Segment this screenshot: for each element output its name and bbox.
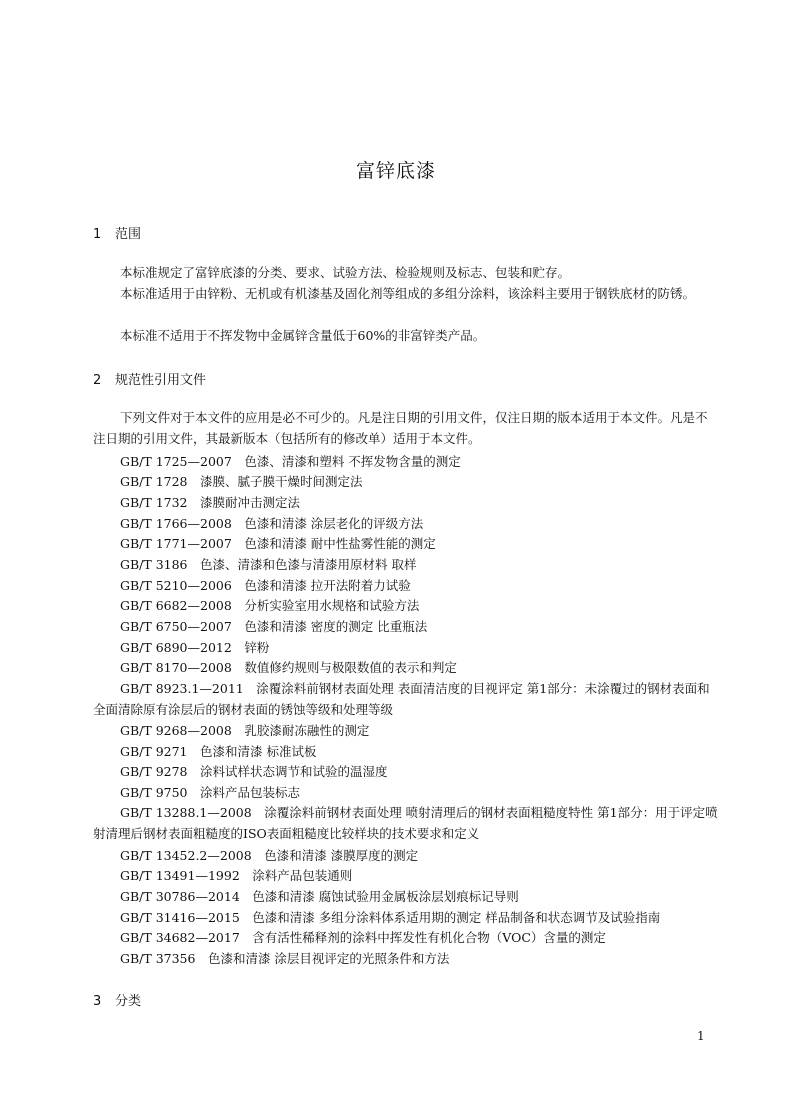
reference-item: GB/T 9278 涂料试样状态调节和试验的温湿度	[120, 764, 388, 779]
section-number: 3	[93, 994, 102, 1009]
scope-paragraph: 本标准不适用于不挥发物中金属锌含量低于60%的非富锌类产品。	[120, 328, 486, 343]
reference-item: GB/T 30786—2014 色漆和清漆 腐蚀试验用金属板涂层划痕标记导则	[120, 889, 519, 904]
section-heading-scope	[93, 223, 141, 242]
section-title: 范围	[115, 227, 142, 242]
reference-item: GB/T 13288.1—2008 涂覆涂料前钢材表面处理 喷射清理后的钢材表面粗糙度特性 第1部分：用于评定喷射清理后钢材表面粗糙度的ISO表面粗糙度比较样块的技术要求和定义	[93, 805, 718, 841]
reference-item: GB/T 1732 漆膜耐冲击测定法	[120, 495, 301, 510]
reference-item: GB/T 8170—2008 数值修约规则与极限数值的表示和判定	[120, 660, 457, 675]
document-title: 富锌底漆	[355, 160, 436, 182]
section-number: 1	[93, 227, 102, 242]
reference-item: GB/T 6682—2008 分析实验室用水规格和试验方法	[120, 598, 420, 613]
reference-item: GB/T 9271 色漆和清漆 标准试板	[120, 744, 317, 759]
scope-paragraph: 本标准适用于由锌粉、无机或有机漆基及固化剂等组成的多组分涂料，该涂料主要用于钢铁底材的防锈。	[120, 286, 696, 301]
reference-item: GB/T 1766—2008 色漆和清漆 涂层老化的评级方法	[120, 516, 424, 531]
reference-item: GB/T 1771—2007 色漆和清漆 耐中性盐雾性能的测定	[120, 536, 436, 551]
page-number: 1	[697, 1029, 705, 1043]
section-title: 规范性引用文件	[115, 373, 207, 388]
reference-item: GB/T 31416—2015 色漆和清漆 多组分涂料体系适用期的测定 样品制备和状态调节及试验指南	[120, 910, 661, 925]
reference-item: GB/T 5210—2006 色漆和清漆 拉开法附着力试验	[120, 578, 411, 593]
reference-item: GB/T 6750—2007 色漆和清漆 密度的测定 比重瓶法	[120, 619, 428, 634]
reference-item: GB/T 37356 色漆和清漆 涂层目视评定的光照条件和方法	[120, 951, 450, 966]
reference-item: GB/T 3186 色漆、清漆和色漆与清漆用原材料 取样	[120, 557, 417, 572]
section-heading-references	[93, 369, 206, 388]
section-number: 2	[93, 373, 102, 388]
reference-item: GB/T 13491—1992 涂料产品包装通则	[120, 868, 353, 883]
reference-item: GB/T 34682—2017 含有活性稀释剂的涂料中挥发性有机化合物（VOC）含量的测定	[120, 930, 606, 945]
reference-item: GB/T 6890—2012 锌粉	[120, 640, 270, 655]
section-title: 分类	[115, 994, 142, 1009]
references-intro: 下列文件对于本文件的应用是必不可少的。凡是注日期的引用文件，仅注日期的版本适用于本文件。凡是不注日期的引用文件，其最新版本（包括所有的修改单）适用于本文件。	[93, 410, 708, 446]
reference-item: GB/T 13452.2—2008 色漆和清漆 漆膜厚度的测定	[120, 848, 419, 863]
reference-item: GB/T 9750 涂料产品包装标志	[120, 785, 301, 800]
reference-item: GB/T 9268—2008 乳胶漆耐冻融性的测定	[120, 723, 370, 738]
reference-item: GB/T 1728 漆膜、腻子膜干燥时间测定法	[120, 474, 363, 489]
section-heading-classification	[93, 990, 141, 1009]
reference-item: GB/T 8923.1—2011 涂覆涂料前钢材表面处理 表面清洁度的目视评定 第1部分：未涂覆过的钢材表面和全面清除原有涂层后的钢材表面的锈蚀等级和处理等级	[93, 681, 710, 717]
reference-item: GB/T 1725—2007 色漆、清漆和塑料 不挥发物含量的测定	[120, 454, 461, 469]
scope-paragraph: 本标准规定了富锌底漆的分类、要求、试验方法、检验规则及标志、包装和贮存。	[120, 265, 571, 280]
